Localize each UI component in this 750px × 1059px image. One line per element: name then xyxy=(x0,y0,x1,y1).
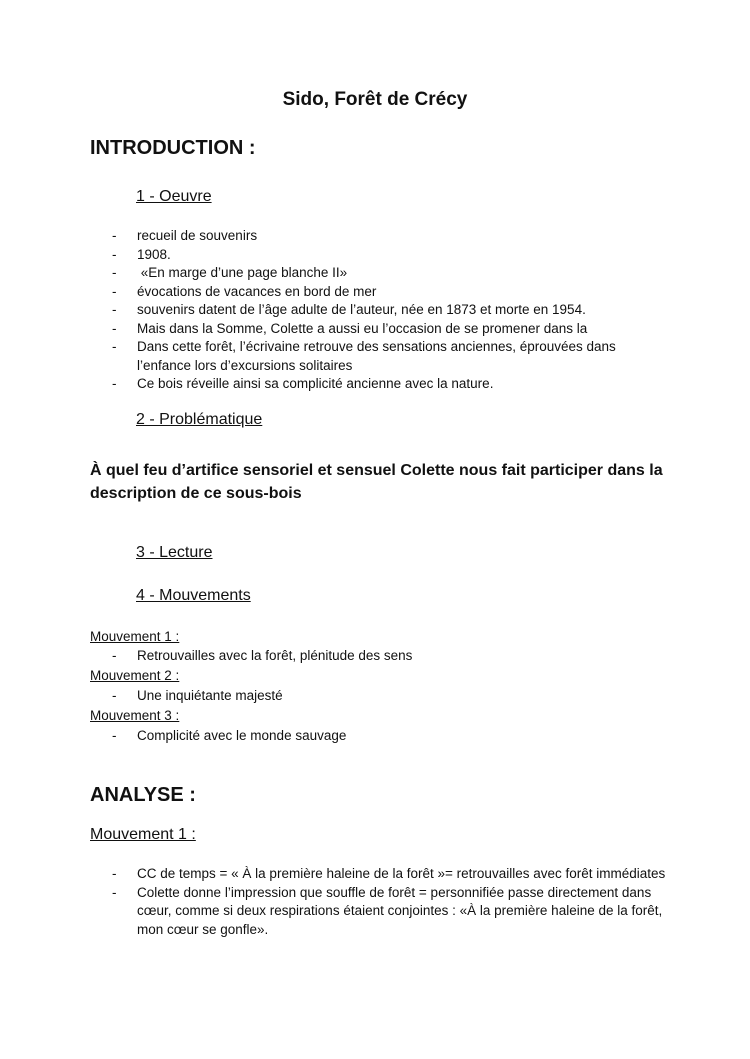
list-item: - CC de temps = « À la première haleine de la forêt »= retrouvailles avec forêt immédiates xyxy=(112,865,672,884)
mouvement-2-label: Mouvement 2 : xyxy=(90,668,180,683)
list-item: - souvenirs datent de l’âge adulte de l’auteur, née en 1873 et morte en 1954. xyxy=(112,301,672,320)
list-item: - Colette donne l’impression que souffle de forêt = personnifiée passe directement dans cœur, comme si deux respirations étaient conjointes : «À la première haleine de la forêt, mon cœur se gonfle». xyxy=(112,884,672,940)
list-item: - Une inquiétante majesté xyxy=(112,688,283,703)
lecture-heading: 3 - Lecture xyxy=(136,544,213,561)
list-item: - «En marge d’une page blanche II» xyxy=(112,264,672,283)
analyse-mouvement-1-heading: Mouvement 1 : xyxy=(90,826,196,843)
mouvements-heading: 4 - Mouvements xyxy=(136,587,251,604)
list-item: - Ce bois réveille ainsi sa complicité ancienne avec la nature. xyxy=(112,375,672,394)
analyse-mouvement-1-list xyxy=(112,865,672,939)
analyse-heading: ANALYSE : xyxy=(90,784,196,806)
oeuvre-list xyxy=(112,227,672,394)
mouvement-1-label: Mouvement 1 : xyxy=(90,629,180,644)
mouvement-3-label: Mouvement 3 : xyxy=(90,708,180,723)
problematique-question: À quel feu d’artifice sensoriel et sensuel Colette nous fait participer dans la description de ce sous-bois xyxy=(90,462,663,502)
introduction-heading: INTRODUCTION : xyxy=(90,137,256,159)
document-title: Sido, Forêt de Crécy xyxy=(282,89,468,110)
list-item: - 1908. xyxy=(112,246,672,265)
list-item: - évocations de vacances en bord de mer xyxy=(112,283,672,302)
list-item: - Complicité avec le monde sauvage xyxy=(112,728,347,743)
list-item: - recueil de souvenirs xyxy=(112,227,672,246)
list-item: - Dans cette forêt, l’écrivaine retrouve des sensations anciennes, éprouvées dans l’enfance lors d’excursions solitaires xyxy=(112,338,672,375)
oeuvre-heading: 1 - Oeuvre xyxy=(136,188,212,205)
list-item: - Mais dans la Somme, Colette a aussi eu l’occasion de se promener dans la xyxy=(112,320,672,339)
problematique-heading: 2 - Problématique xyxy=(136,411,263,428)
list-item: - Retrouvailles avec la forêt, plénitude des sens xyxy=(112,648,413,663)
